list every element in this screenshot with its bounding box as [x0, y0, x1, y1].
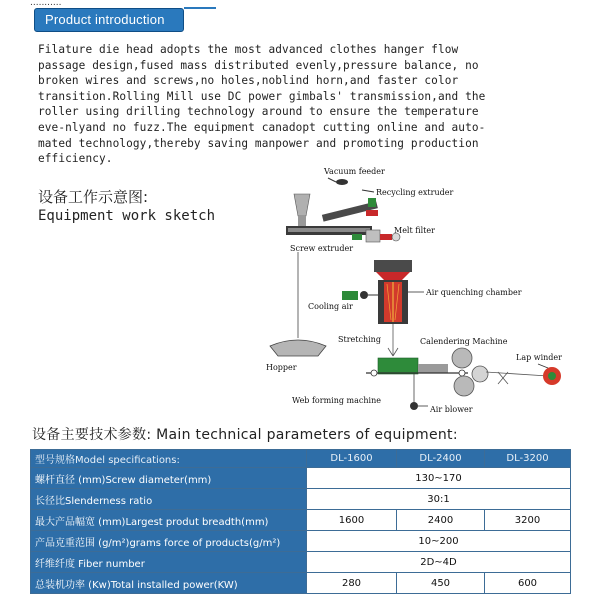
label-air-quenching-chamber: Air quenching chamber — [426, 288, 522, 297]
stretching — [338, 324, 398, 356]
recycling-extruder — [322, 188, 454, 222]
label-calendering-machine: Calendering Machine — [420, 337, 508, 346]
param-value: 10~200 — [307, 531, 571, 552]
param-label: 纤维纤度 Fiber number — [31, 552, 307, 573]
param-value: 2400 — [397, 510, 485, 531]
web-forming-machine — [292, 358, 468, 405]
param-value: 30:1 — [307, 489, 571, 510]
param-value: 1600 — [307, 510, 397, 531]
intro-text-block — [38, 42, 566, 167]
param-value: 600 — [485, 573, 571, 594]
label-web-forming-machine: Web forming machine — [292, 396, 381, 405]
vacuum-feeder — [323, 167, 385, 185]
param-value: 280 — [307, 573, 397, 594]
label-stretching: Stretching — [338, 335, 381, 344]
hopper — [266, 252, 326, 372]
param-label: 长径比Slenderness ratio — [31, 489, 307, 510]
param-value: 3200 — [485, 510, 571, 531]
param-label: 螺杆直径 (mm)Screw diameter(mm) — [31, 468, 307, 489]
label-air-blower: Air blower — [430, 405, 473, 414]
table-row — [31, 531, 571, 552]
param-value: DL-3200 — [485, 450, 571, 468]
table-row — [31, 573, 571, 594]
param-label: 型号规格Model specifications: — [31, 450, 307, 468]
param-label: 产品克重范围 (g/m²)grams force of products(g/m²) — [31, 531, 307, 552]
label-lap-winder: Lap winder — [516, 353, 562, 362]
screw-extruder — [286, 194, 372, 253]
product-intro-badge: Product introduction — [34, 8, 184, 32]
table-row — [31, 450, 571, 468]
cooling-air — [308, 291, 378, 311]
equipment-sketch-diagram — [258, 160, 578, 422]
param-label: 总装机功率 (Kw)Total installed power(KW) — [31, 573, 307, 594]
label-recycling-extruder: Recycling extruder — [376, 188, 454, 197]
table-row — [31, 552, 571, 573]
param-value: 2D~4D — [307, 552, 571, 573]
params-table — [30, 449, 571, 594]
badge-underline — [184, 7, 216, 9]
param-value: DL-2400 — [397, 450, 485, 468]
label-vacuum-feeder: Vacuum feeder — [324, 167, 385, 176]
param-value: 130~170 — [307, 468, 571, 489]
melt-filter — [366, 226, 435, 242]
lap-winder — [486, 353, 562, 385]
air-quenching-chamber — [374, 260, 522, 324]
top-cropped-text: ........... — [30, 0, 62, 6]
intro-paragraph: Filature die head adopts the most advanced clothes hanger flow passage design,fused mass distributed evenly,pressure balance, no broken wires and screws,no holes,noblind horn,and faster color transition.Rolling Mill use DC power gimbals' transmission,and the roller using drilling technology around to ensure the temperature eve-nlyand no fuzz.The equipment canadopt cutting online and auto- mated technology,thereby saving manpower and promoting production efficiency. — [38, 43, 486, 166]
label-cooling-air: Cooling air — [308, 302, 353, 311]
sketch-title-cn: 设备工作示意图: — [38, 188, 149, 206]
param-value: DL-1600 — [307, 450, 397, 468]
params-title: 设备主要技术参数: Main technical parameters of equipment: — [32, 427, 458, 443]
table-row — [31, 489, 571, 510]
label-melt-filter: Melt filter — [394, 226, 435, 235]
table-row — [31, 468, 571, 489]
param-label: 最大产品幅宽 (mm)Largest produt breadth(mm) — [31, 510, 307, 531]
params-table-body — [31, 450, 571, 594]
label-hopper: Hopper — [266, 363, 297, 372]
param-value: 450 — [397, 573, 485, 594]
table-row — [31, 510, 571, 531]
label-screw-extruder: Screw extruder — [290, 244, 354, 253]
sketch-title-en: Equipment work sketch — [38, 208, 216, 224]
